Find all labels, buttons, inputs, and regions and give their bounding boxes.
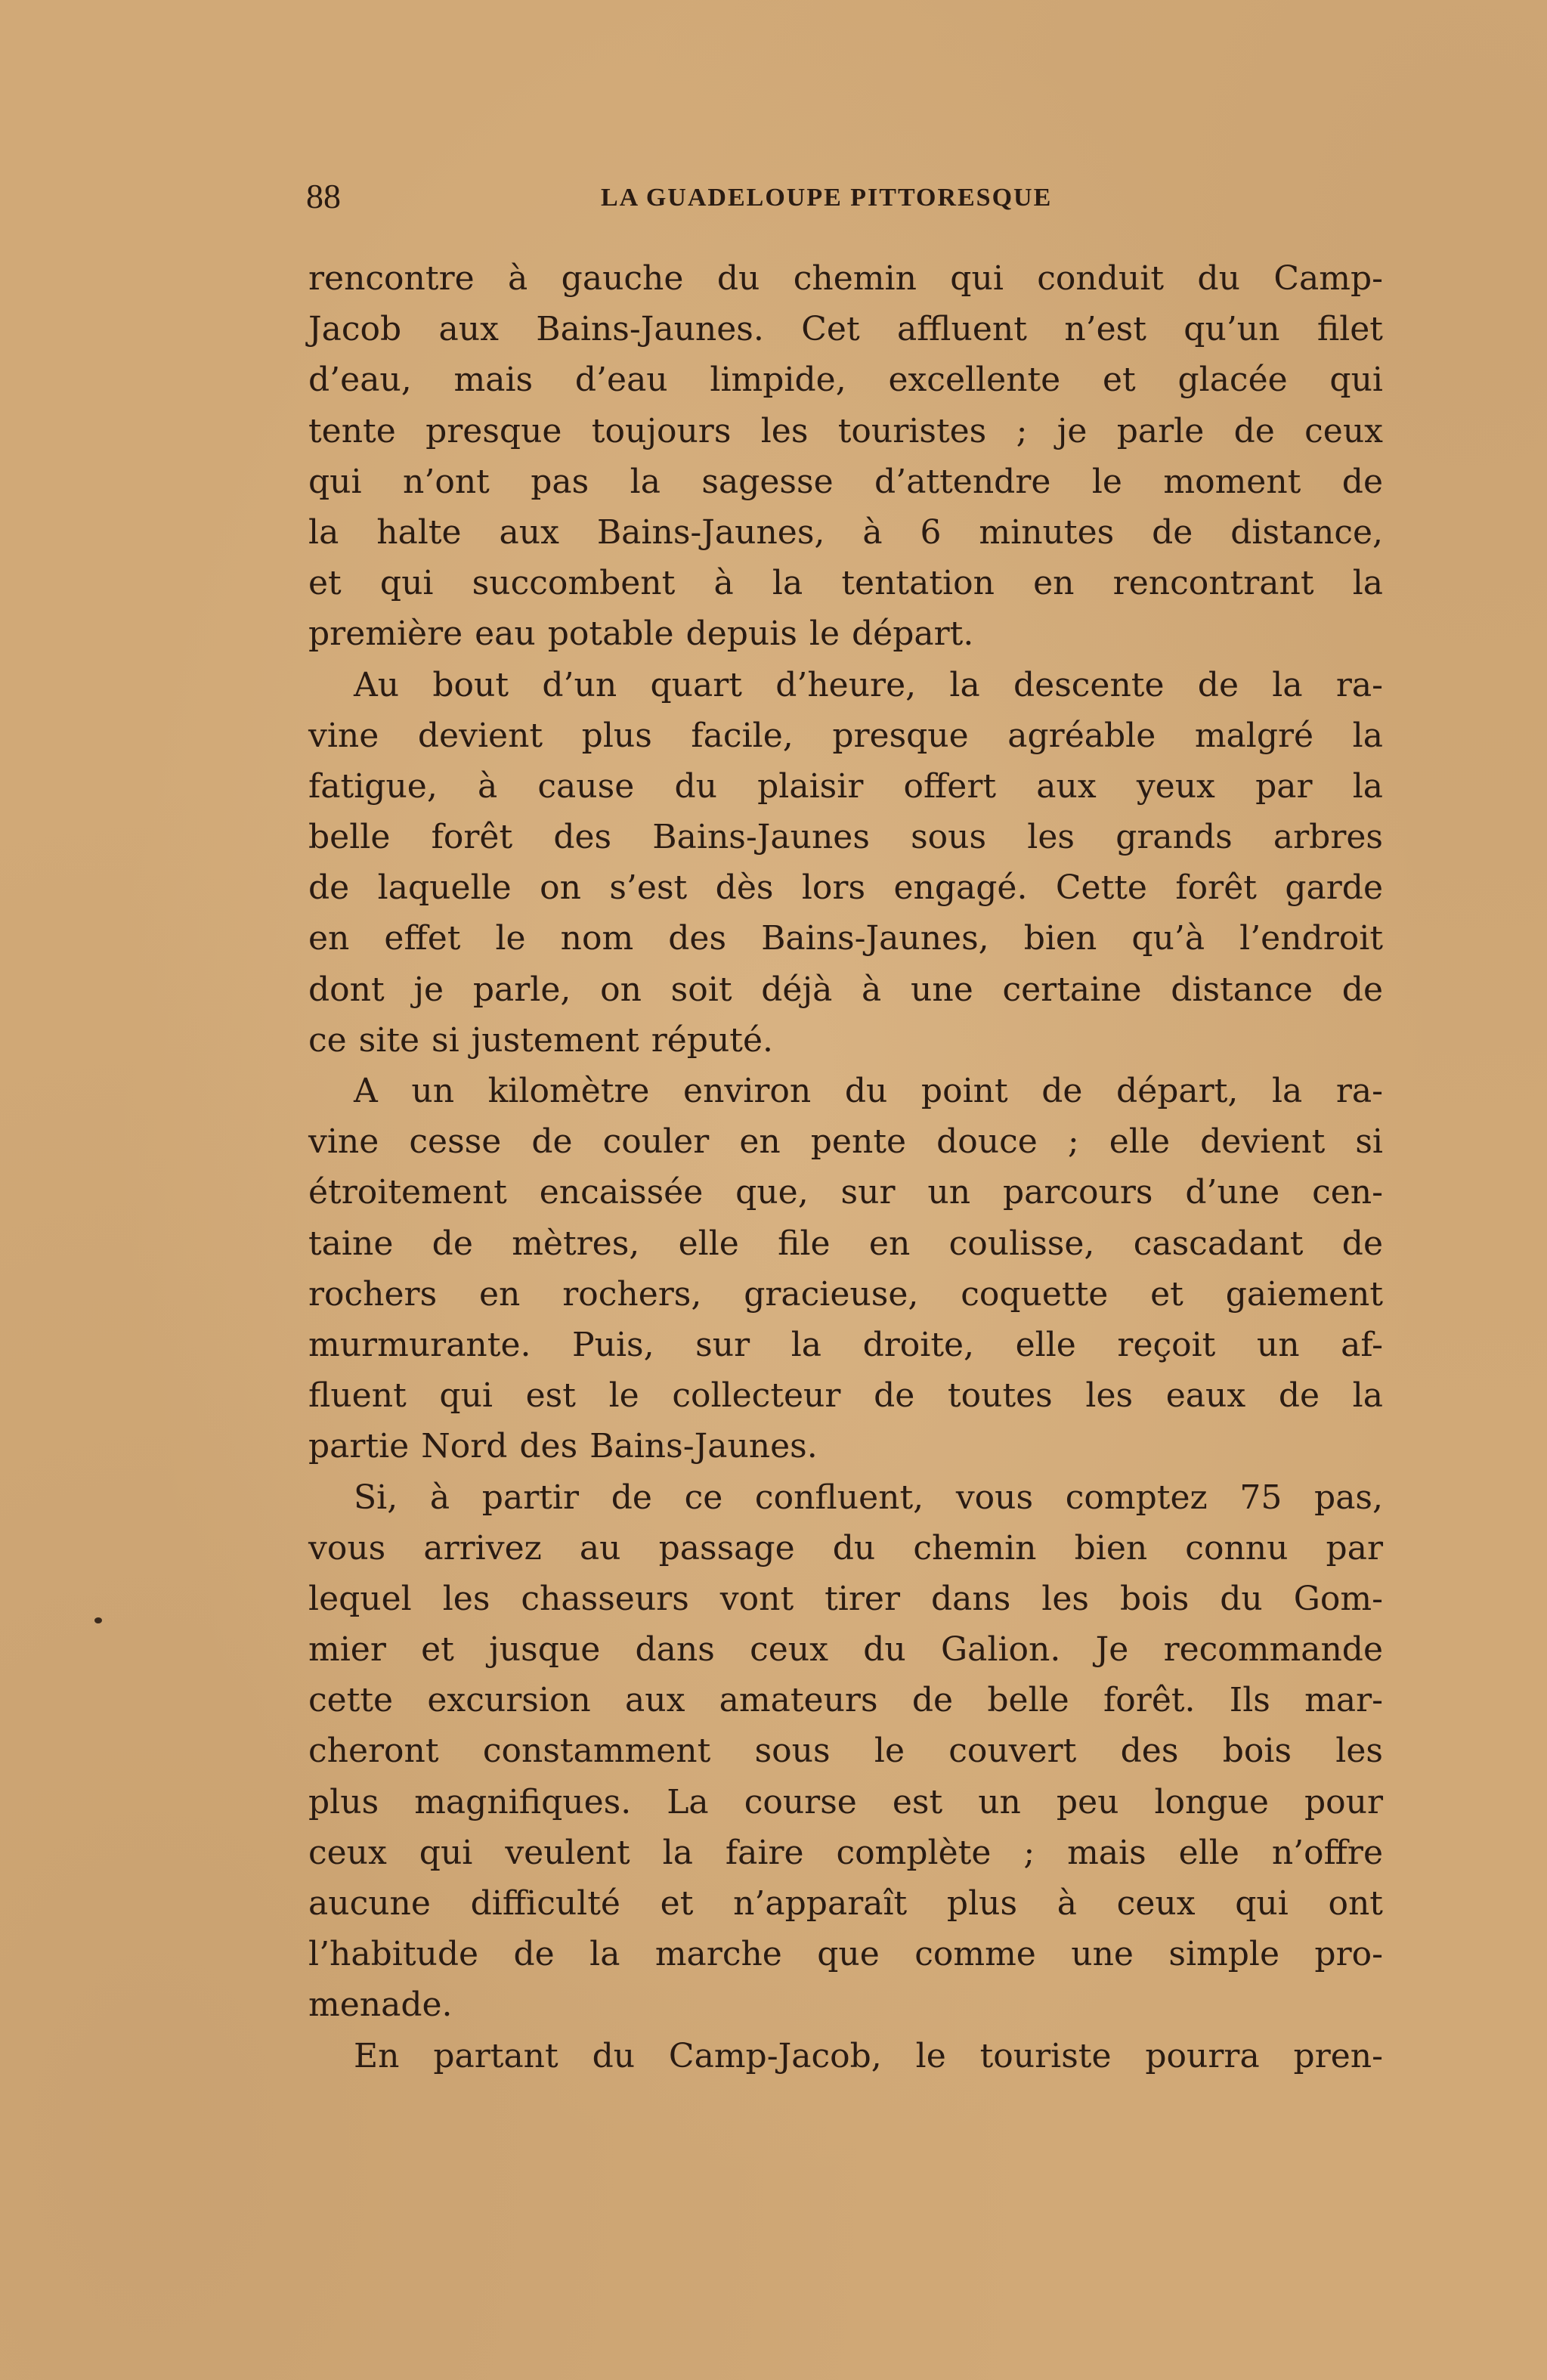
text-line: de laquelle on s’est dès lors engagé. Cette forêt garde [308,868,1383,908]
body-text [308,253,1383,2081]
text-line: menade. [308,1985,453,2025]
text-line: la halte aux Bains-Jaunes, à 6 minutes de distance, [308,512,1383,552]
text-line: belle forêt des Bains-Jaunes sous les grands arbres [308,818,1383,857]
text-line: rencontre à gauche du chemin qui conduit du Camp- [308,259,1383,298]
text-line: l’habitude de la marche que comme une simple pro- [308,1935,1383,1974]
text-line: cheront constamment sous le couvert des bois les [308,1732,1383,1771]
text-line: En partant du Camp-Jacob, le touriste pourra pren- [354,2036,1383,2075]
text-line: tente presque toujours les touristes ; je parle de ceux [308,411,1383,450]
text-line: murmurante. Puis, sur la droite, elle reçoit un af- [308,1325,1383,1364]
text-line: aucune difficulté et n’apparaît plus à ceux qui ont [308,1884,1383,1923]
text-line: ce site si justement réputé. [308,1020,773,1060]
text-line: plus magnifiques. La course est un peu longue pour [308,1782,1383,1821]
text-line: rochers en rochers, gracieuse, coquette et gaiement [308,1274,1383,1314]
text-line: qui n’ont pas la sagesse d’attendre le moment de [308,462,1383,501]
text-line: vine devient plus facile, presque agréable malgré la [308,716,1383,755]
text-line: Au bout d’un quart d’heure, la descente de la ra- [354,665,1383,704]
text-line: ceux qui veulent la faire complète ; mais elle n’offre [308,1833,1383,1872]
running-title: LA GUADELOUPE PITTORESQUE [601,184,1053,212]
text-line: en effet le nom des Bains-Jaunes, bien qu’à l’endroit [308,919,1383,958]
text-line: vous arrivez au passage du chemin bien connu par [308,1528,1383,1568]
text-line: lequel les chasseurs vont tirer dans les bois du Gom- [308,1579,1383,1618]
text-line: vine cesse de couler en pente douce ; elle devient si [308,1122,1383,1162]
text-line: mier et jusque dans ceux du Galion. Je recommande [308,1630,1383,1670]
text-line: étroitement encaissée que, sur un parcours d’une cen- [308,1173,1383,1212]
text-line: partie Nord des Bains-Jaunes. [308,1427,818,1466]
text-line: cette excursion aux amateurs de belle forêt. Ils mar- [308,1681,1383,1720]
text-line: première eau potable depuis le départ. [308,614,974,654]
text-line: fluent qui est le collecteur de toutes les eaux de la [308,1376,1383,1416]
running-head [306,175,1383,221]
text-line: d’eau, mais d’eau limpide, excellente et glacée qui [308,361,1383,400]
text-line: taine de mètres, elle file en coulisse, cascadant de [308,1224,1383,1263]
ink-speck [94,1617,102,1623]
text-line: et qui succombent à la tentation en rencontrant la [308,564,1383,603]
text-line: fatigue, à cause du plaisir offert aux yeux par la [308,766,1383,806]
text-line: Si, à partir de ce confluent, vous comptez 75 pas, [354,1478,1383,1517]
text-line: dont je parle, on soit déjà à une certaine distance de [308,970,1383,1009]
text-line: A un kilomètre environ du point de départ, la ra- [354,1072,1383,1110]
text-line: Jacob aux Bains-Jaunes. Cet affluent n’est qu’un filet [308,310,1383,349]
page-number: 88 [306,177,341,215]
